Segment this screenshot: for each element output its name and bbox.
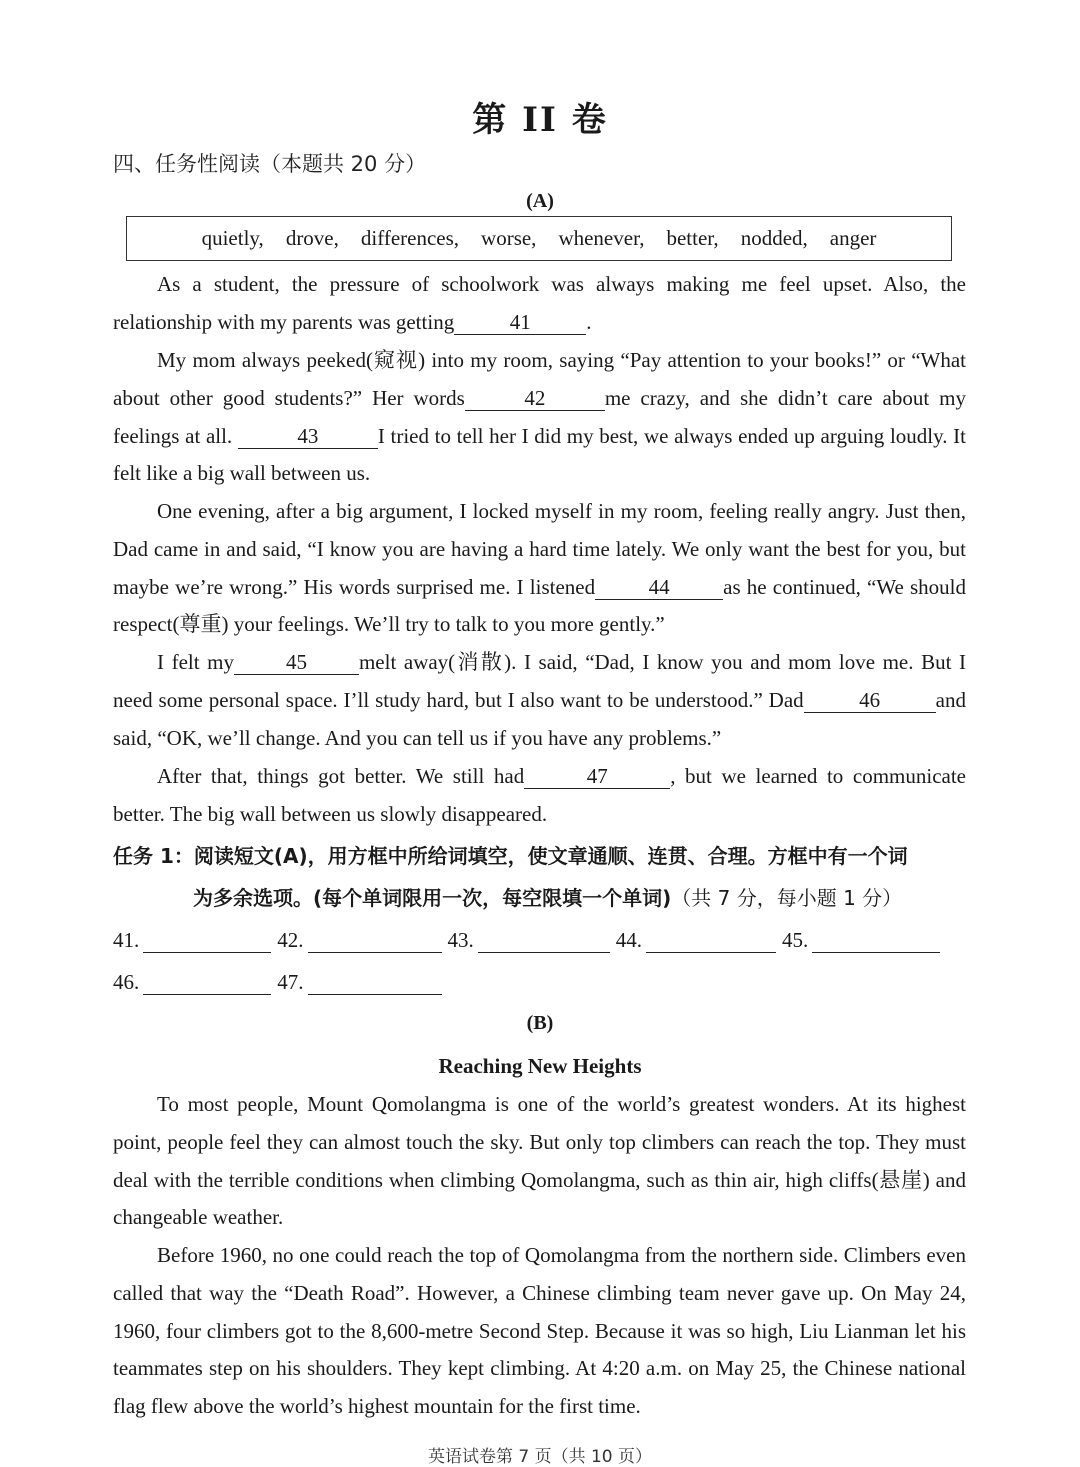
- blank-47[interactable]: 47: [524, 764, 670, 789]
- word-bank-item: worse,: [481, 226, 537, 250]
- word-bank-item: differences,: [360, 226, 460, 250]
- answer-line-42[interactable]: [308, 932, 442, 953]
- answer-number: 47.: [277, 970, 304, 994]
- paragraph-text: me crazy, and she didn’t care about my feelings at all.: [113, 385, 966, 448]
- article-title: Reaching New Heights: [438, 1054, 642, 1078]
- word-bank-item: nodded,: [740, 226, 808, 250]
- part-a-label: (A): [526, 190, 554, 212]
- paragraph-text: , but we learned to communicate better. The big wall between us slowly disappeared.: [113, 764, 966, 826]
- answer-row-1: [113, 928, 946, 953]
- paragraph-text: After that, things got better. We still had: [157, 764, 525, 788]
- answer-number: 44.: [615, 928, 642, 952]
- answer-line-47[interactable]: [308, 974, 442, 995]
- answer-row-2: [113, 970, 448, 995]
- answer-number: 43.: [447, 928, 474, 952]
- paragraph-text: I tried to tell her I did my best, we always ended up arguing loudly. It felt like a big wall between us.: [113, 423, 966, 486]
- passage-a-paragraph-3: [113, 493, 966, 644]
- answer-number: 46.: [113, 970, 140, 994]
- paragraph-text: As a student, the pressure of schoolwork was always making me feel upset. Also, the relationship with my parents was getting: [113, 272, 966, 334]
- task-1-instructions: [113, 835, 973, 919]
- passage-b-paragraph-1: To most people, Mount Qomolangma is one of the world’s greatest wonders. At its highest point, people feel they can almost touch the sky. But only top climbers can reach the top. They must deal with the terrible conditions when climbing Qomolangma, such as thin air, high cliffs(悬崖) and changeable weather.: [113, 1092, 966, 1230]
- word-bank-item: drove,: [285, 226, 339, 250]
- paragraph-text: My mom always peeked(窥视) into my room, saying “Pay attention to your books!” or “What about other good students?” Her words: [113, 348, 966, 410]
- blank-41[interactable]: 41: [454, 310, 586, 335]
- page-footer: 英语试卷第 7 页（共 10 页）: [427, 1447, 653, 1467]
- paragraph-text: I felt my: [157, 650, 234, 674]
- task-1-rule: 为多余选项。(每个单词限用一次，每空限填一个单词): [193, 886, 672, 910]
- answer-number: 41.: [113, 928, 140, 952]
- page-title: 第 II 卷: [472, 100, 608, 140]
- passage-a-paragraph-1: [113, 266, 966, 342]
- passage-b-paragraph-2: Before 1960, no one could reach the top of Qomolangma from the northern side. Climbers even called that way the “Death Road”. However, a Chinese climbing team never gave up. On May 24, 1960, four climbers got to the 8,600-metre Second Step. Because it was so high, Liu Lianman let his teammates step on his shoulders. They kept climbing. At 4:20 a.m. on May 25, the Chinese national flag flew above the world’s highest mountain for the first time.: [113, 1243, 966, 1419]
- paragraph-text: and said, “OK, we’ll change. And you can tell us if you have any problems.”: [113, 687, 966, 750]
- paragraph-text: .: [586, 309, 592, 334]
- word-bank-item: better,: [666, 226, 719, 250]
- answer-line-41[interactable]: [143, 932, 271, 953]
- task-1-line-1: 任务 1：阅读短文(A)，用方框中所给词填空，使文章通顺、连贯、合理。方框中有一个词: [113, 844, 908, 868]
- answer-line-46[interactable]: [143, 974, 271, 995]
- blank-43[interactable]: 43: [238, 424, 378, 449]
- paragraph-text: One evening, after a big argument, I locked myself in my room, feeling really angry. Just then, Dad came in and said, “I know you are having a hard time lately. We only want the best for you, but maybe we’re wrong.” His words surprised me. I listened: [113, 499, 966, 599]
- task-1-line-2: [113, 877, 973, 919]
- paragraph-text: as he continued, “We should respect(尊重) your feelings. We’ll try to talk to you more gently.”: [113, 574, 966, 637]
- answer-line-43[interactable]: [478, 932, 610, 953]
- blank-45[interactable]: 45: [234, 650, 359, 675]
- paragraph-text: melt away(消散). I said, “Dad, I know you and mom love me. But I need some personal space. I’ll study hard, but I also want to be understood.” Dad: [113, 650, 966, 712]
- passage-a-paragraph-5: [113, 758, 966, 834]
- answer-number: 45.: [782, 928, 809, 952]
- task-1-score: （共 7 分，每小题 1 分）: [671, 886, 903, 910]
- section-heading: 四、任务性阅读（本题共 20 分）: [113, 152, 427, 176]
- word-bank-item: quietly,: [201, 226, 264, 250]
- part-b-label: (B): [526, 1012, 554, 1034]
- passage-a-paragraph-2: [113, 342, 966, 493]
- answer-line-44[interactable]: [646, 932, 776, 953]
- blank-46[interactable]: 46: [804, 688, 936, 713]
- word-bank-box: [126, 216, 952, 261]
- blank-44[interactable]: 44: [595, 575, 723, 600]
- answer-number: 42.: [277, 928, 304, 952]
- blank-42[interactable]: 42: [465, 386, 605, 411]
- word-bank-item: anger: [829, 226, 877, 250]
- passage-a-paragraph-4: [113, 644, 966, 757]
- answer-line-45[interactable]: [812, 932, 940, 953]
- word-bank-item: whenever,: [558, 226, 645, 250]
